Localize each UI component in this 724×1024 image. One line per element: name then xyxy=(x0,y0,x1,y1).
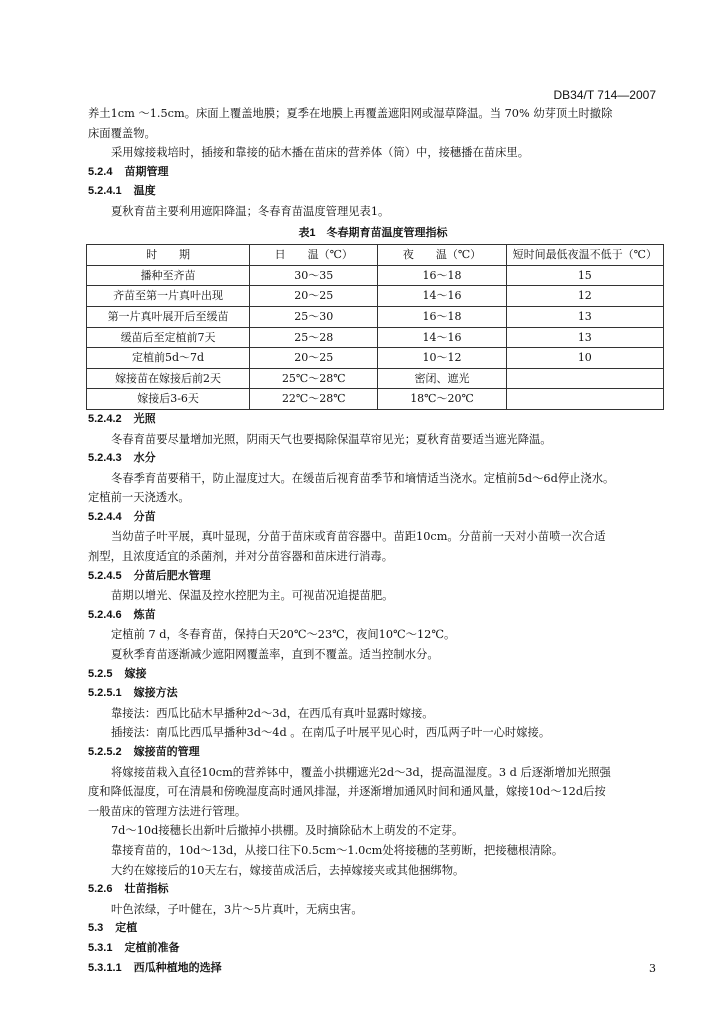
paragraph: 剂型，且浓度适宜的杀菌剂，并对分苗容器和苗床进行消毒。 xyxy=(88,550,394,564)
paragraph: 冬春季育苗要稍干，防止湿度过大。在缓苗后视育苗季节和墒情适当浇水。定植前5d～6d停止浇水。 xyxy=(111,471,615,485)
section-number: 5.2.5.1 xyxy=(88,687,122,700)
table-cell: 25℃～28℃ xyxy=(250,368,378,389)
section-number: 5.2.4 xyxy=(88,165,113,178)
table-cell: 密闭、遮光 xyxy=(378,368,506,389)
table-cell: 22℃～28℃ xyxy=(250,389,378,410)
paragraph: 床面覆盖物。 xyxy=(88,126,156,140)
section-heading xyxy=(88,449,658,469)
paragraph: 叶色浓绿，子叶健在，3片～5片真叶，无病虫害。 xyxy=(111,902,363,916)
section-heading xyxy=(88,939,658,959)
section-heading xyxy=(88,919,658,939)
section-title: 嫁接 xyxy=(124,667,147,680)
section-heading xyxy=(88,743,658,763)
section-number: 5.3 xyxy=(88,922,104,935)
table-cell: 25～30 xyxy=(250,306,378,327)
section-number: 5.2.4.6 xyxy=(88,608,122,621)
table-cell: 16～18 xyxy=(378,265,506,286)
temperature-table xyxy=(86,244,664,410)
table-cell: 播种至齐苗 xyxy=(87,265,250,286)
table-cell: 缓苗后至定植前7天 xyxy=(87,327,250,348)
paragraph: 冬春育苗要尽量增加光照，阴雨天气也要揭除保温草帘见光；夏秋育苗要适当遮光降温。 xyxy=(111,432,552,446)
table-cell: 14～16 xyxy=(378,327,506,348)
section-number: 5.2.4.5 xyxy=(88,569,122,582)
paragraph: 7d～10d接穗长出新叶后撤掉小拱棚。及时摘除砧木上萌发的不定芽。 xyxy=(111,824,464,838)
section-heading xyxy=(88,665,658,685)
table-cell: 13 xyxy=(506,306,663,327)
document-body xyxy=(88,104,658,978)
table-cell: 18℃～20℃ xyxy=(378,389,506,410)
table-cell xyxy=(506,368,663,389)
section-heading xyxy=(88,508,658,528)
section-title: 苗期管理 xyxy=(124,165,169,178)
section-title: 分苗 xyxy=(133,510,156,523)
section-number: 5.2.4.1 xyxy=(88,185,122,198)
table-cell: 13 xyxy=(506,327,663,348)
paragraph: 度和降低湿度，可在清晨和傍晚湿度高时通风排湿，并逐渐增加通风时间和通风量，嫁接10d～12d后按 xyxy=(88,785,606,799)
table-cell: 定植前5d～7d xyxy=(87,348,250,369)
section-number: 5.3.1.1 xyxy=(88,961,122,974)
section-title: 定植前准备 xyxy=(124,941,180,954)
table-header-cell: 时 期 xyxy=(87,245,250,266)
table-header-cell: 夜 温（℃） xyxy=(378,245,506,266)
section-heading xyxy=(88,182,658,202)
table-cell: 嫁接苗在嫁接后前2天 xyxy=(87,368,250,389)
section-heading xyxy=(88,606,658,626)
table-cell: 10 xyxy=(506,348,663,369)
table-cell: 20～25 xyxy=(250,348,378,369)
table-row xyxy=(87,265,664,286)
section-number: 5.2.6 xyxy=(88,883,113,896)
paragraph: 采用嫁接栽培时，插接和靠接的砧木播在苗床的营养体（筒）中，接穗播在苗床里。 xyxy=(111,146,529,160)
paragraph: 靠接育苗的，10d～13d，从接口往下0.5cm～1.0cm处将接穗的茎剪断，把接穗根清除。 xyxy=(111,843,564,857)
paragraph: 插接法：南瓜比西瓜早播种3d～4d 。在南瓜子叶展平见心时，西瓜两子叶一心时嫁接。 xyxy=(111,726,551,740)
standard-code: DB34/T 714—2007 xyxy=(553,88,656,102)
section-number: 5.3.1 xyxy=(88,941,113,954)
section-title: 光照 xyxy=(133,412,156,425)
table-cell: 20～25 xyxy=(250,286,378,307)
table-cell: 16～18 xyxy=(378,306,506,327)
section-title: 嫁接苗的管理 xyxy=(133,746,200,758)
section-heading xyxy=(88,567,658,587)
table-cell: 15 xyxy=(506,265,663,286)
table-cell: 第一片真叶展开后至缓苗 xyxy=(87,306,250,327)
paragraph: 定植前 7 d，冬春育苗，保持白天20℃～23℃，夜间10℃～12℃。 xyxy=(111,628,456,642)
table-cell: 30～35 xyxy=(250,265,378,286)
paragraph: 夏秋育苗主要利用遮阳降温；冬春育苗温度管理见表1。 xyxy=(111,204,390,218)
table-row xyxy=(87,286,664,307)
table-header-cell: 短时间最低夜温不低于（℃） xyxy=(506,245,663,266)
section-heading xyxy=(88,880,658,900)
table-header-cell: 日 温（℃） xyxy=(250,245,378,266)
section-number: 5.2.5 xyxy=(88,667,113,680)
table-row xyxy=(87,368,664,389)
paragraph: 大约在嫁接后的10天左右，嫁接苗成活后，去掉嫁接夹或其他捆绑物。 xyxy=(111,863,465,877)
table-cell: 齐苗至第一片真叶出现 xyxy=(87,286,250,307)
section-title: 温度 xyxy=(133,185,156,198)
section-heading xyxy=(88,959,658,979)
table-row xyxy=(87,389,664,410)
paragraph: 苗期以增光、保温及控水控肥为主。可视苗况追提苗肥。 xyxy=(111,589,394,603)
table-row xyxy=(87,348,664,369)
table-row xyxy=(87,327,664,348)
paragraph: 当幼苗子叶平展，真叶显现，分苗于苗床或育苗容器中。苗距10cm。分苗前一天对小苗喷一次合适 xyxy=(111,530,606,544)
table-cell: 10～12 xyxy=(378,348,506,369)
table-cell xyxy=(506,389,663,410)
table-row xyxy=(87,306,664,327)
paragraph: 将嫁接苗栽入直径10cm的营养钵中，覆盖小拱棚遮光2d～3d，提高温湿度。3 d 后逐渐增加光照强 xyxy=(111,765,611,779)
section-heading xyxy=(88,410,658,430)
paragraph: 定植前一天浇透水。 xyxy=(88,491,190,505)
section-number: 5.2.5.2 xyxy=(88,746,122,758)
section-number: 5.2.4.3 xyxy=(88,452,122,465)
section-title: 定植 xyxy=(115,922,138,935)
page-number: 3 xyxy=(649,962,656,975)
table-cell: 嫁接后3-6天 xyxy=(87,389,250,410)
paragraph: 夏秋季育苗逐渐减少遮阳网覆盖率，直到不覆盖。适当控制水分。 xyxy=(111,648,439,662)
table-cell: 12 xyxy=(506,286,663,307)
section-title: 西瓜种植地的选择 xyxy=(133,961,222,974)
table-cell: 14～16 xyxy=(378,286,506,307)
section-heading xyxy=(88,163,658,183)
section-number: 5.2.4.4 xyxy=(88,510,122,523)
section-title: 分苗后肥水管理 xyxy=(133,569,211,582)
section-title: 壮苗指标 xyxy=(124,883,169,896)
table-title: 表1 冬春期育苗温度管理指标 xyxy=(298,226,448,239)
paragraph: 靠接法：西瓜比砧木早播种2d～3d，在西瓜有真叶显露时嫁接。 xyxy=(111,706,434,720)
paragraph: 养土1cm ～1.5cm。床面上覆盖地膜；夏季在地膜上再覆盖遮阳网或湿草降温。当 70% 幼芽顶土时撤除 xyxy=(88,107,613,120)
paragraph: 一般苗床的管理方法进行管理。 xyxy=(88,804,247,818)
section-number: 5.2.4.2 xyxy=(88,412,122,425)
table-cell: 25～28 xyxy=(250,327,378,348)
table-header-row xyxy=(87,245,664,266)
section-heading xyxy=(88,684,658,704)
section-title: 嫁接方法 xyxy=(133,687,178,700)
section-title: 水分 xyxy=(133,452,156,465)
section-title: 炼苗 xyxy=(133,608,156,621)
